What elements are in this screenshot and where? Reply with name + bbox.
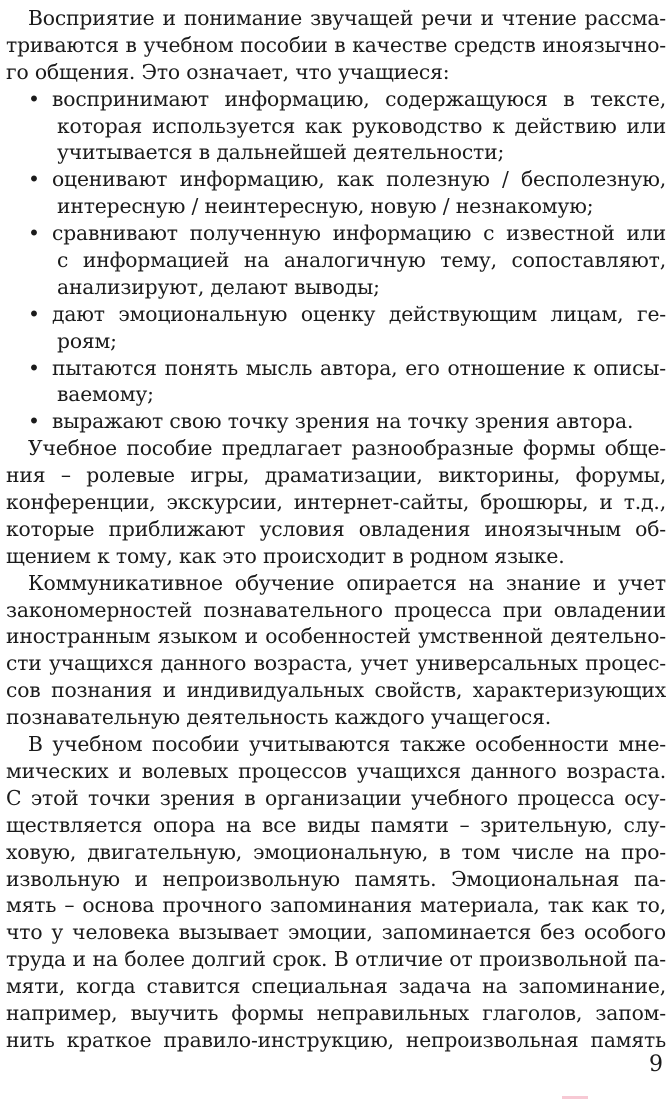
bullet-text: анализируют, делают выводы; (57, 274, 380, 299)
bullet-item (6, 220, 666, 247)
paragraph (6, 731, 666, 1054)
text-line: познавательную деятельность каждого учащегося. (6, 705, 552, 730)
text-line: Коммуникативное обучение опирается на знание и учет (28, 570, 666, 595)
bullet-text: с информацией на аналогичную тему, сопоставляют, (57, 248, 666, 273)
text-line: мяти, когда ставится специальная задача на запоминание, (6, 974, 666, 999)
text-line: конференции, экскурсии, интернет-сайты, брошюры, и т.д., (6, 490, 666, 515)
text-line: извольную и непроизвольную память. Эмоциональная па- (6, 866, 666, 891)
bullet-text: учитывается в дальнейшей деятельности; (57, 140, 505, 165)
bullet-text: которая используется как руководство к действию или (57, 113, 666, 138)
text-line: триваются в учебном пособии в качестве средств иноязычно- (6, 32, 666, 57)
bullet-item-continuation (6, 193, 666, 220)
text-line: щением к тому, как это происходит в родном языке. (6, 543, 565, 568)
text-line: ществляется опора на все виды памяти – зрительную, слу- (6, 812, 666, 837)
bullet-item (6, 408, 666, 435)
paragraph (6, 570, 666, 731)
bullet-text: пытаются понять мысль автора, его отношение к описы- (52, 355, 666, 380)
text-line: ховую, двигательную, эмоциональную, в том числе на про- (6, 839, 666, 864)
bullet-text: сравнивают полученную информацию с известной или (52, 221, 666, 246)
text-line: го общения. Это означает, что учащиеся: (6, 59, 450, 84)
text-line: сов познания и индивидуальных свойств, характеризующих (6, 678, 666, 703)
text-line: сти учащихся данного возраста, учет универсальных процес- (6, 651, 666, 676)
bullet-item (6, 86, 666, 113)
text-line: Учебное пособие предлагает разнообразные формы обще- (28, 436, 666, 461)
text-line: Восприятие и понимание звучащей речи и чтение рассма- (28, 6, 666, 30)
bullet-icon: • (28, 409, 40, 434)
text-line: труда и на более долгий срок. В отличие от произвольной па- (6, 947, 666, 972)
text-line: мять – основа прочного запоминания материала, так как то, (6, 893, 666, 918)
bullet-text: выражают свою точку зрения на точку зрения автора. (52, 409, 634, 434)
bullet-icon: • (28, 355, 40, 380)
bullet-text: оценивают информацию, как полезную / бесполезную, (52, 167, 666, 192)
text-line: закономерностей познавательного процесса при овладении (6, 597, 666, 622)
bullet-icon: • (28, 221, 40, 246)
bullet-text: ваемому; (57, 382, 154, 407)
bullet-item-continuation (6, 139, 666, 166)
bullet-item-continuation (6, 328, 666, 355)
bullet-icon: • (28, 167, 40, 192)
text-line: нить краткое правило-инструкцию, непроизвольная память (6, 1027, 666, 1052)
paragraph (6, 5, 666, 86)
text-line: ния – ролевые игры, драматизации, викторины, форумы, (6, 463, 666, 488)
text-line: В учебном пособии учитываются также особенности мне- (28, 732, 666, 757)
bullet-item (6, 301, 666, 328)
bullet-item-continuation (6, 381, 666, 408)
text-line: С этой точки зрения в организации учебного процесса осу- (6, 785, 666, 810)
bullet-item (6, 166, 666, 193)
bullet-icon: • (28, 301, 40, 326)
text-line: мических и волевых процессов учащихся данного возраста. (6, 758, 666, 783)
text-line: иностранным языком и особенностей умственной деятельно- (6, 624, 666, 649)
page-number: 9 (649, 1052, 663, 1077)
bullet-item (6, 355, 666, 382)
text-line: которые приближают условия овладения иноязычным об- (6, 516, 666, 541)
decorative-mark (562, 1096, 588, 1099)
bullet-item-continuation (6, 113, 666, 140)
bullet-text: воспринимают информацию, содержащуюся в тексте, (52, 86, 666, 111)
paragraph (6, 435, 666, 569)
text-line: например, выучить формы неправильных глаголов, запом- (6, 1000, 666, 1025)
bullet-icon: • (28, 86, 40, 111)
bullet-text: интересную / неинтересную, новую / незнакомую; (57, 194, 594, 219)
bullet-item-continuation (6, 274, 666, 301)
bullet-text: роям; (57, 328, 117, 353)
body-text (6, 5, 666, 1054)
text-line: что у человека вызывает эмоции, запоминается без особого (6, 920, 666, 945)
bullet-list (6, 86, 666, 436)
bullet-item-continuation (6, 247, 666, 274)
bullet-text: дают эмоциональную оценку действующим лицам, ге- (52, 301, 666, 326)
